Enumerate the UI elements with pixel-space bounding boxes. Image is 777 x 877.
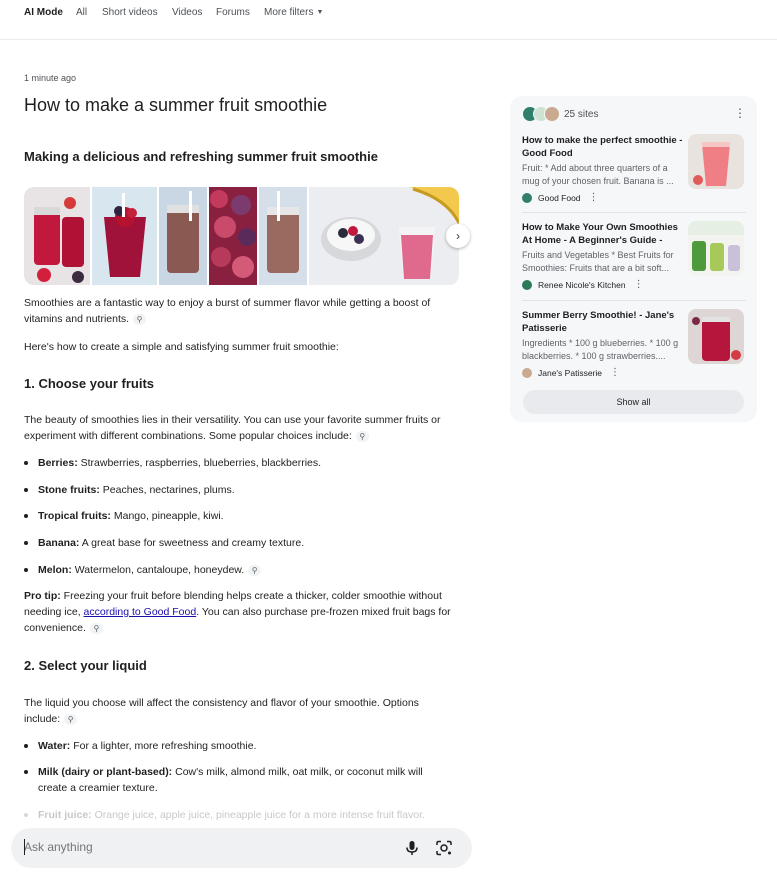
source-snippet: Ingredients * 100 g blueberries. * 100 g blackberries. * 100 g strawberries.... <box>522 338 679 361</box>
chocolate-smoothie-image <box>159 187 207 285</box>
gallery-image-1[interactable] <box>24 187 90 285</box>
microphone-icon[interactable] <box>404 840 420 856</box>
answer-subheading: Making a delicious and refreshing summer fruit smoothie <box>24 149 378 164</box>
section-heading-liquid: 2. Select your liquid <box>24 658 147 673</box>
list-item <box>24 508 454 524</box>
list-item-label: Water: <box>38 740 71 752</box>
green-smoothies-image <box>688 221 744 276</box>
intro-paragraph <box>24 295 454 327</box>
tab-videos[interactable]: Videos <box>172 7 203 18</box>
list-item-text: A great base for sweetness and creamy texture. <box>79 537 305 549</box>
image-gallery <box>24 187 459 285</box>
list-item-label: Tropical fruits: <box>38 510 111 522</box>
howto-paragraph: Here's how to create a simple and satisfying summer fruit smoothie: <box>24 341 339 353</box>
renee-favicon <box>522 280 532 290</box>
source-card-renee-nicole[interactable] <box>522 221 746 293</box>
frozen-berries-image <box>209 187 257 285</box>
tab-ai-mode[interactable]: AI Mode <box>24 7 63 18</box>
list-item-text: Watermelon, cantaloupe, honeydew. <box>71 564 245 576</box>
answer-timestamp: 1 minute ago <box>24 73 77 83</box>
source-title: Summer Berry Smoothie! - Jane's Patisserie <box>522 310 675 334</box>
more-filters-label: More filters <box>264 7 314 18</box>
chevron-right-icon: › <box>456 229 460 243</box>
list-item <box>24 807 454 823</box>
source-link-icon[interactable]: ⚲ <box>133 314 146 325</box>
list-item-text: Peaches, nectarines, plums. <box>99 484 235 496</box>
gallery-image-3[interactable] <box>159 187 207 285</box>
more-vert-icon[interactable]: ⋮ <box>610 367 620 378</box>
berry-smoothie-image <box>92 187 158 285</box>
tab-short-videos[interactable]: Short videos <box>102 7 158 18</box>
berry-smoothie-jar-image <box>688 309 744 364</box>
sources-panel <box>510 96 757 422</box>
sites-count: 25 sites <box>564 108 599 120</box>
pro-tip-paragraph <box>24 588 454 636</box>
source-site <box>522 367 620 378</box>
intro-text: Smoothies are a fantastic way to enjoy a burst of summer flavor while getting a boost of vitamins and nutrients. <box>24 297 431 325</box>
list-item <box>24 455 454 471</box>
list-item-label: Berries: <box>38 457 78 469</box>
source-link-icon[interactable]: ⚲ <box>90 623 103 634</box>
tab-all[interactable]: All <box>76 7 88 18</box>
source-snippet: Fruits and Vegetables * Best Fruits for Smoothies: Fruits that are a bit soft... <box>522 250 674 273</box>
source-title: How to Make Your Own Smoothies At Home - A Beginner's Guide - <box>522 222 678 246</box>
source-card-good-food[interactable] <box>522 134 746 206</box>
source-link-icon[interactable]: ⚲ <box>248 565 261 576</box>
ask-bar <box>11 828 472 868</box>
list-item <box>24 764 454 796</box>
source-site <box>522 279 644 290</box>
gallery-image-5[interactable] <box>259 187 307 285</box>
list-item-text: Mango, pineapple, kiwi. <box>110 510 224 522</box>
list-item-text: For a lighter, more refreshing smoothie. <box>70 740 257 752</box>
more-vert-icon[interactable]: ⋮ <box>633 279 644 290</box>
source-link-icon[interactable]: ⚲ <box>356 431 369 442</box>
gallery-image-6[interactable] <box>309 187 459 285</box>
liquid-text: The liquid you choose will affect the consistency and flavor of your smoothie. Options include: <box>24 697 419 725</box>
source-site <box>522 192 599 203</box>
good-food-link[interactable]: according to Good Food <box>83 606 197 618</box>
sources-header[interactable] <box>522 106 598 122</box>
source-snippet: Fruit: * Add about three quarters of a mug of your chosen fruit. Banana is ... <box>522 163 674 186</box>
list-item-label: Melon: <box>38 564 72 576</box>
list-item <box>24 738 454 754</box>
show-all-button[interactable]: Show all <box>523 390 744 414</box>
janes-favicon <box>544 106 560 122</box>
tab-more-filters[interactable] <box>264 7 323 18</box>
source-site-name: Renee Nicole's Kitchen <box>538 279 626 290</box>
good-food-favicon <box>522 193 532 203</box>
more-vert-icon[interactable]: ⋮ <box>588 192 599 203</box>
fruits-text: The beauty of smoothies lies in their versatility. You can use your favorite summer fruits or experiment with different combinations. Some popular choices include: <box>24 414 441 442</box>
camera-lens-icon[interactable] <box>435 840 453 856</box>
list-item-label: Fruit juice: <box>38 809 92 821</box>
list-item-label: Stone fruits: <box>38 484 100 496</box>
source-thumbnail <box>688 221 744 276</box>
ask-input[interactable] <box>24 840 384 854</box>
list-item-label: Banana: <box>38 537 80 549</box>
source-site-name: Jane's Patisserie <box>538 367 602 378</box>
source-link-icon[interactable]: ⚲ <box>64 714 77 725</box>
section-heading-fruits: 1. Choose your fruits <box>24 376 155 391</box>
list-item-text: Strawberries, raspberries, blueberries, blackberries. <box>77 457 322 469</box>
berry-bowl-banana-image <box>309 187 459 285</box>
source-title: How to make the perfect smoothie - Good Food <box>522 135 683 159</box>
more-vert-icon[interactable]: ⋮ <box>734 106 746 120</box>
pink-smoothie-image <box>688 134 744 189</box>
gallery-next-button[interactable] <box>446 224 470 248</box>
divider <box>522 300 746 301</box>
source-thumbnail <box>688 309 744 364</box>
list-item <box>24 482 454 498</box>
source-card-janes-patisserie[interactable] <box>522 309 746 381</box>
page-title: How to make a summer fruit smoothie <box>24 95 328 115</box>
janes-favicon <box>522 368 532 378</box>
list-item <box>24 535 454 551</box>
gallery-image-4[interactable] <box>209 187 257 285</box>
source-site-name: Good Food <box>538 192 581 203</box>
site-favicons <box>522 106 560 122</box>
smoothie-jars-image <box>24 187 90 285</box>
list-item <box>24 562 454 578</box>
pro-tip-text-1: Freezing your fruit before blending helps create a thicker, colder smoothie without needing ice, <box>24 590 442 618</box>
pro-tip-label: Pro tip: <box>24 590 61 602</box>
fruits-paragraph <box>24 412 454 444</box>
list-item-text: Orange juice, apple juice, pineapple juice for a more intense fruit flavor. <box>91 809 425 821</box>
text-cursor <box>24 839 25 855</box>
chevron-down-icon: ▼ <box>316 9 324 16</box>
divider <box>522 212 746 213</box>
search-tabs <box>0 0 777 40</box>
tab-forums[interactable]: Forums <box>216 7 250 18</box>
chocolate-smoothie-jar-image <box>259 187 307 285</box>
gallery-image-2[interactable] <box>92 187 158 285</box>
pro-tip-text-2: . You can also purchase pre-frozen mixed fruit bags for convenience. <box>24 606 451 634</box>
liquid-paragraph <box>24 695 454 727</box>
list-item-text: Cow's milk, almond milk, oat milk, or coconut milk will create a creamier texture. <box>38 766 423 794</box>
list-item-label: Milk (dairy or plant-based): <box>38 766 173 778</box>
source-thumbnail <box>688 134 744 189</box>
